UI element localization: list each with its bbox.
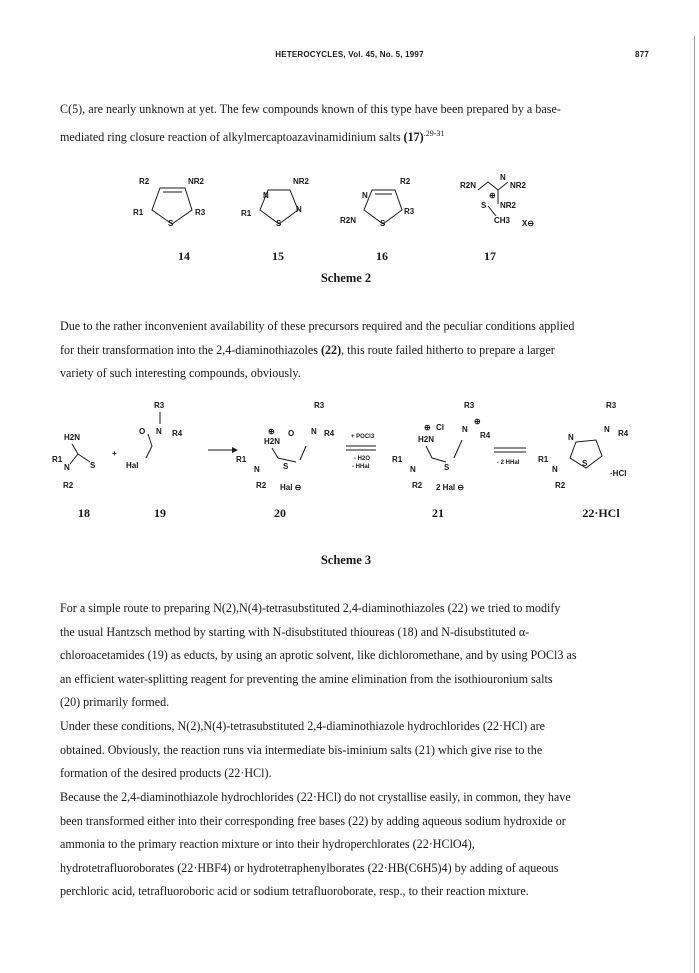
structure-20 (236, 401, 335, 492)
label-r2: R2 (63, 481, 74, 490)
structure-14 (133, 177, 206, 228)
label-s: S (444, 463, 450, 472)
label-o: O (139, 427, 146, 436)
label-r2: R2 (400, 177, 411, 186)
label-n: N (311, 427, 317, 436)
label-r3: R3 (314, 401, 325, 410)
label-plus: ⊕ (489, 191, 496, 200)
paragraph-5-line-5: perchloric acid, tetrafluoroboric acid or sodium tetrafluoroborate, resp., to their reaction mixture. (60, 884, 529, 898)
paragraph-5-line-4: hydrotetrafluoroborates (22·HBF4) or hydrotetraphenylborates (22·HB(C6H5)4) by adding of aqueous (60, 860, 559, 875)
citation-ref: .29-31 (423, 128, 445, 138)
label-h2n: H2N (64, 433, 81, 442)
paragraph-3-line-2: the usual Hantzsch method by starting with N-disubstituted thioureas (18) and N-disubstituted α- (60, 624, 530, 639)
label-r3: R3 (606, 401, 617, 410)
label-r4: R4 (618, 429, 629, 438)
paragraph-4-line-2: obtained. Obviously, the reaction runs via intermediate bis-iminium salts (21) which give rise to the (60, 742, 543, 757)
paragraph-5-line-2: been transformed either into their corresponding free bases (22) by adding aqueous sodium hydroxide or (60, 813, 566, 828)
label-r1: R1 (538, 455, 549, 464)
paragraph-3-line-1: For a simple route to preparing N(2),N(4)-tetrasubstituted 2,4-diaminothiazoles (22) we tried to modify (60, 601, 561, 615)
label-n: N (362, 191, 368, 200)
label-r2: R2 (555, 481, 566, 490)
compound-number-18: 18 (78, 506, 90, 520)
paragraph-4-line-1: Under these conditions, N(2),N(4)-tetrasubstituted 2,4-diaminothiazole hydrochlorides (22·HCl) are (60, 719, 545, 733)
scheme-3-caption: Scheme 3 (320, 553, 372, 567)
label-r4: R4 (172, 429, 183, 438)
label-plus: ⊕ (474, 417, 481, 426)
label-cl: Cl (436, 423, 444, 432)
label-r1: R1 (392, 455, 403, 464)
paragraph-5 (60, 786, 645, 904)
label-s: S (380, 219, 386, 228)
label-n: N (462, 425, 468, 434)
structure-17 (460, 173, 534, 228)
label-n: N (604, 425, 610, 434)
label-hcl: ·HCl (610, 469, 627, 478)
label-r3: R3 (464, 401, 475, 410)
paragraph-4-line-3: formation of the desired products (22·HCl). (60, 766, 272, 780)
label-r4: R4 (480, 431, 491, 440)
label-s: S (276, 219, 282, 228)
intro-line-2 (60, 122, 645, 150)
compound-number-16: 16 (376, 249, 388, 263)
label-r2n: R2N (340, 216, 357, 225)
label-n: N (296, 205, 302, 214)
paragraph-2-line-3: variety of such interesting compounds, obviously. (60, 366, 301, 380)
label-n: N (500, 173, 506, 182)
label-r2n: R2N (460, 181, 477, 190)
label-hal: Hal (126, 461, 139, 470)
label-s: S (481, 201, 487, 210)
compound-number-20: 20 (274, 506, 286, 520)
structure-19 (126, 401, 183, 470)
label-r1: R1 (133, 208, 144, 217)
journal-citation: HETEROCYCLES, Vol. 45, No. 5, 1997 (275, 50, 424, 59)
structure-22-hcl (538, 401, 629, 490)
label-r2: R2 (139, 177, 150, 186)
label-plus: ⊕ (424, 423, 431, 432)
compound-ref-22: (22) (320, 342, 342, 357)
paragraph-3-line-3: chloroacetamides (19) as educts, by using an aprotic solvent, like dichloromethane, and by using POCl3 as (60, 648, 577, 662)
reagent-conditions (346, 434, 376, 470)
label-n: N (263, 191, 269, 200)
scheme-2-structures (0, 168, 699, 248)
structure-21 (392, 401, 491, 492)
paragraph-3 (60, 597, 645, 715)
compound-number-22-hcl: 22·HCl (582, 506, 620, 520)
reagent-minus-h2o: - H2O (354, 456, 371, 462)
label-r3: R3 (154, 401, 165, 410)
structure-15 (241, 177, 310, 228)
label-r2: R2 (256, 481, 267, 490)
label-h2n: H2N (418, 435, 435, 444)
intro-line-2-text: mediated ring closure reaction of alkylmercaptoazavinamidinium salts (60, 129, 404, 144)
label-plus: ⊕ (268, 427, 275, 436)
label-r1: R1 (52, 455, 63, 464)
label-r2: R2 (412, 481, 423, 490)
label-ch3: CH3 (494, 216, 511, 225)
label-hal-anion: Hal ⊖ (280, 483, 302, 492)
reagent-minus-hhal: - HHal (352, 464, 370, 470)
paragraph-5-line-3: ammonia to the primary reaction mixture or into their hydroperchlorates (22·HClO4), (60, 837, 475, 851)
compound-number-17: 17 (484, 249, 496, 263)
label-h2n: H2N (264, 437, 281, 446)
compound-number-14: 14 (178, 249, 190, 263)
label-nr2: NR2 (293, 177, 310, 186)
page-number: 877 (635, 50, 649, 59)
paragraph-4 (60, 715, 645, 786)
plus-sign: + (112, 449, 117, 458)
label-nr2: NR2 (500, 201, 517, 210)
label-two-hal: 2 Hal ⊖ (436, 483, 465, 492)
intro-paragraph (60, 98, 645, 149)
label-nr2: NR2 (188, 177, 205, 186)
label-r3: R3 (195, 208, 206, 217)
scheme-3-structures (0, 396, 699, 496)
label-s: S (582, 459, 588, 468)
structure-16 (340, 177, 415, 228)
label-n: N (156, 427, 162, 436)
label-s: S (283, 462, 289, 471)
scheme-2-caption: Scheme 2 (320, 271, 372, 285)
label-n: N (254, 465, 260, 474)
paragraph-3-line-5: (20) primarily formed. (60, 695, 170, 709)
paragraph-2-line-2-a: for their transformation into the 2,4-diaminothiazoles (60, 342, 321, 357)
label-r1: R1 (236, 455, 247, 464)
label-n: N (410, 465, 416, 474)
label-r1: R1 (241, 209, 252, 218)
label-s: S (168, 219, 174, 228)
label-s: S (90, 461, 96, 470)
label-n: N (64, 463, 70, 472)
compound-ref-17: (17) (403, 129, 424, 144)
label-x-anion: X⊖ (522, 219, 535, 228)
compound-number-15: 15 (272, 249, 284, 263)
compound-number-19: 19 (154, 506, 166, 520)
paragraph-2-line-1: Due to the rather inconvenient availability of these precursors required and the peculiar conditions applied (60, 319, 575, 333)
paragraph-2 (60, 315, 645, 386)
label-n: N (552, 465, 558, 474)
label-o: O (288, 429, 295, 438)
reagent-minus-2hhal: - 2 HHal (497, 460, 520, 466)
label-nr2: NR2 (510, 181, 527, 190)
label-n: N (568, 433, 574, 442)
running-header (0, 50, 699, 64)
paragraph-3-line-4: an efficient water-splitting reagent for preventing the amine elimination from the isothiouronium salts (60, 671, 553, 686)
structure-18 (52, 433, 96, 490)
label-r3: R3 (404, 207, 415, 216)
label-r4: R4 (324, 429, 335, 438)
paragraph-5-line-1: Because the 2,4-diaminothiazole hydrochlorides (22·HCl) do not crystallise easily, in common, they have (60, 790, 571, 804)
reagent-pocl3: + POCl3 (351, 434, 375, 440)
compound-number-21: 21 (432, 506, 444, 520)
paragraph-2-line-2 (60, 339, 645, 363)
paragraph-2-line-2-b: , this route failed hitherto to prepare a larger (341, 342, 555, 357)
intro-line-1: C(5), are nearly unknown at yet. The few compounds known of this type have been prepared by a base- (60, 102, 561, 116)
